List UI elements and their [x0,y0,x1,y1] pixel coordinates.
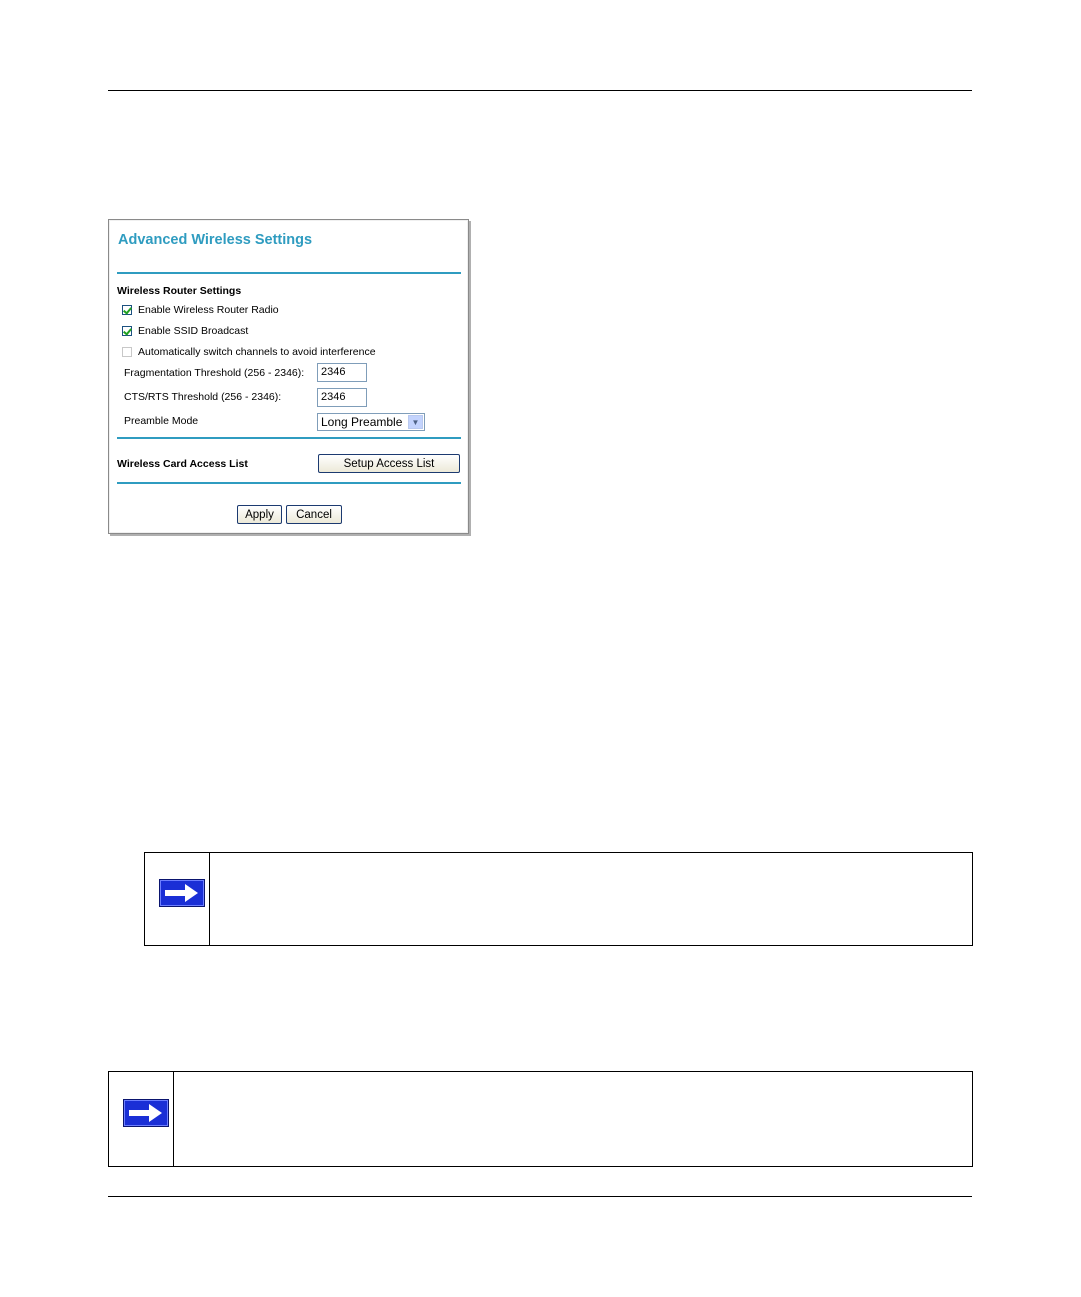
enable-radio-checkbox[interactable] [122,305,132,315]
enable-ssid-label: Enable SSID Broadcast [138,325,249,337]
advanced-wireless-settings-panel [108,219,469,534]
note-box-1 [144,852,973,946]
cts-rts-input[interactable]: 2346 [317,388,367,407]
router-settings-heading: Wireless Router Settings [117,285,242,297]
fragmentation-input[interactable]: 2346 [317,363,367,382]
chevron-down-icon[interactable]: ▼ [408,415,423,429]
enable-ssid-checkbox[interactable] [122,326,132,336]
footer-rule [108,1196,972,1197]
preamble-select[interactable] [317,413,425,431]
enable-radio-row[interactable] [122,304,279,316]
section-divider-1 [117,437,461,439]
preamble-selected-value: Long Preamble [321,415,403,429]
apply-button[interactable]: Apply [237,505,282,524]
note-box-2 [108,1071,973,1167]
note-divider [173,1072,174,1166]
access-list-label: Wireless Card Access List [117,458,248,470]
enable-radio-label: Enable Wireless Router Radio [138,304,279,316]
cts-rts-label: CTS/RTS Threshold (256 - 2346): [124,391,282,403]
enable-ssid-row[interactable] [122,325,248,337]
title-divider [117,272,461,274]
auto-channel-label: Automatically switch channels to avoid interference [138,346,376,358]
arrow-right-icon [159,879,205,907]
preamble-label: Preamble Mode [124,415,199,427]
section-divider-2 [117,482,461,484]
panel-title: Advanced Wireless Settings [118,232,313,248]
cancel-button[interactable]: Cancel [286,505,342,524]
note-divider [209,853,210,945]
auto-channel-checkbox [122,347,132,357]
header-rule [108,90,972,91]
fragmentation-label: Fragmentation Threshold (256 - 2346): [124,367,305,379]
setup-access-list-button[interactable]: Setup Access List [318,454,460,473]
arrow-right-icon [123,1099,169,1127]
auto-channel-row [122,346,376,358]
